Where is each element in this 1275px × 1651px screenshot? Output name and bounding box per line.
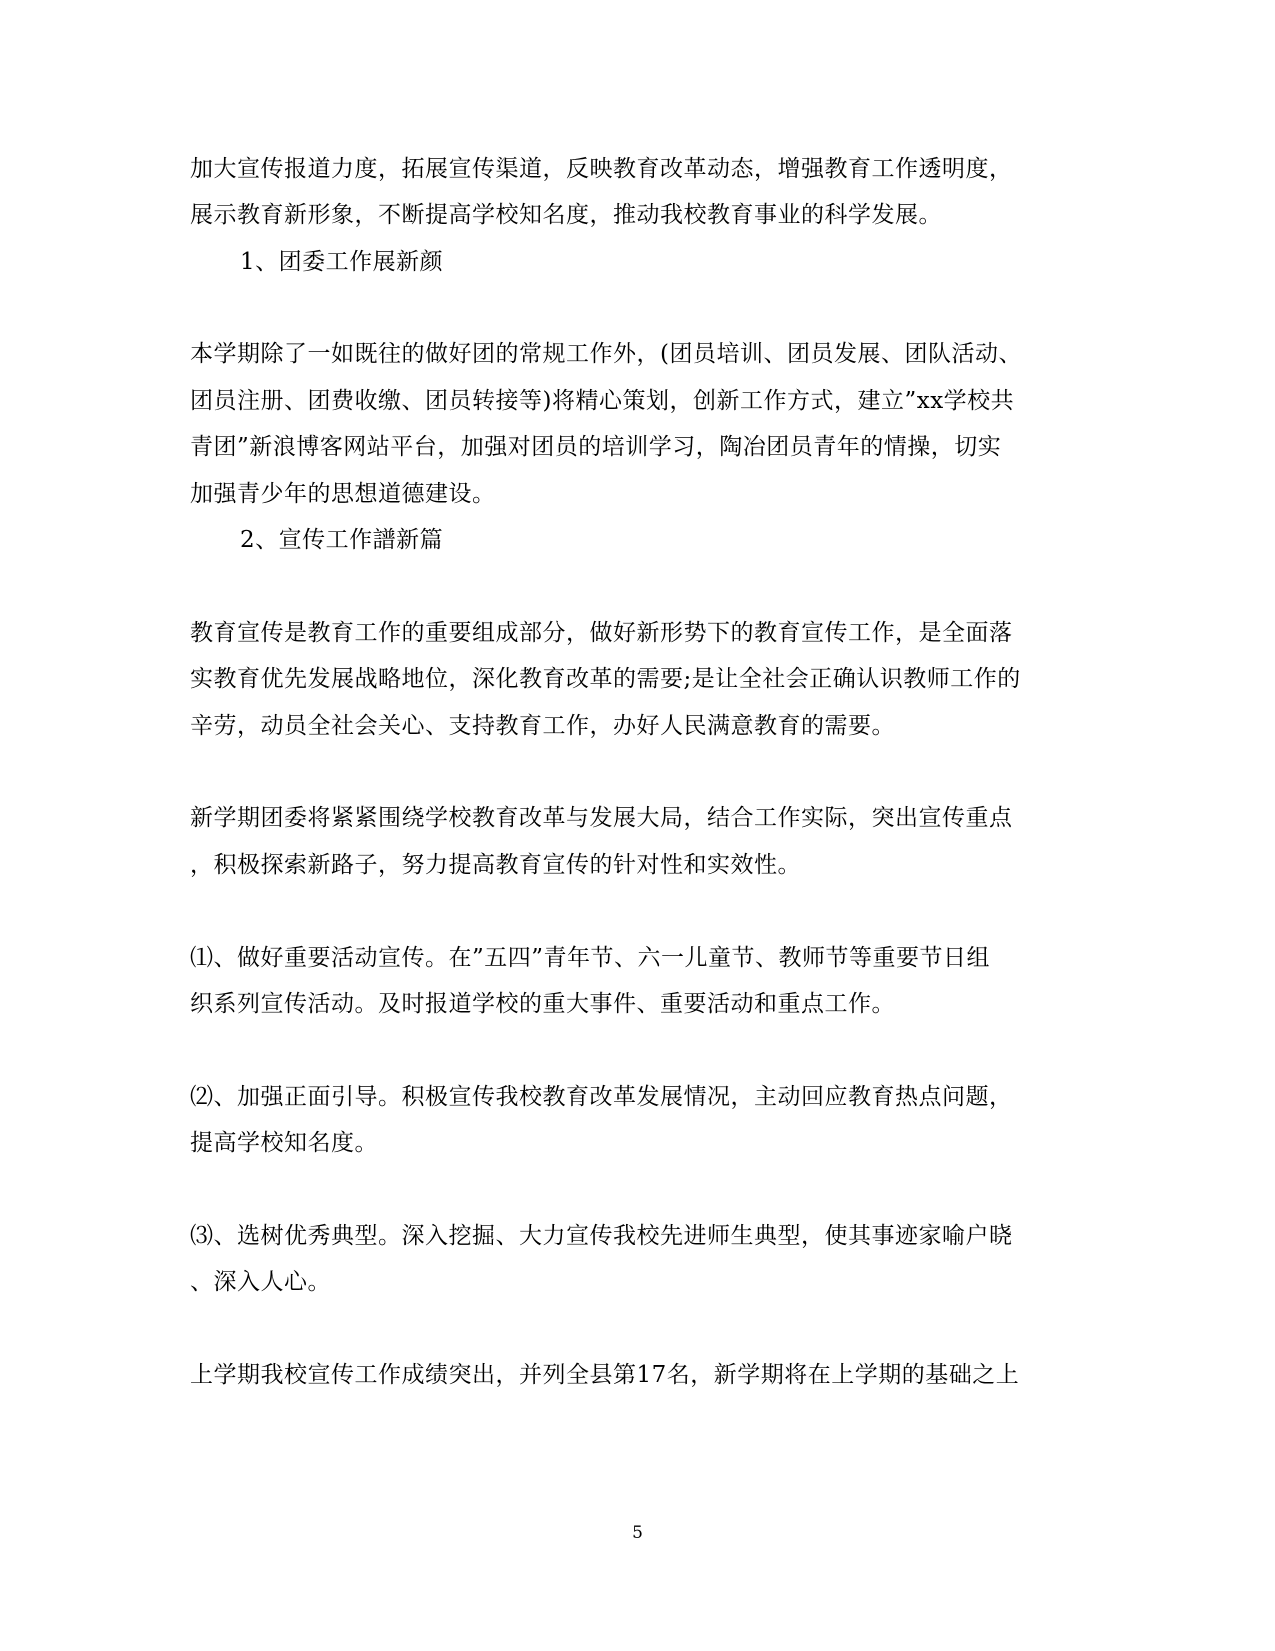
paragraph-line: 加强青少年的思想道德建设。 <box>190 481 496 507</box>
paragraph-line: 织系列宣传活动。及时报道学校的重大事件、重要活动和重点工作。 <box>190 991 895 1017</box>
page-number: 5 <box>632 1523 643 1543</box>
paragraph-line: 教育宣传是教育工作的重要组成部分，做好新形势下的教育宣传工作，是全面落 <box>190 620 1013 646</box>
paragraph-line: ⑶、选树优秀典型。深入挖掘、大力宣传我校先进师生典型，使其事迹家喻户晓 <box>190 1223 1013 1249</box>
section-heading: 1、团委工作展新颜 <box>240 249 444 275</box>
paragraph-line: ⑵、加强正面引导。积极宣传我校教育改革发展情况，主动回应教育热点问题， <box>190 1084 1013 1110</box>
section-heading: 2、宣传工作譜新篇 <box>240 527 444 553</box>
paragraph-line: 实教育优先发展战略地位，深化教育改革的需要;是让全社会正确认识教师工作的 <box>190 666 1021 692</box>
paragraph-line: 辛劳，动员全社会关心、支持教育工作，办好人民满意教育的需要。 <box>190 713 895 739</box>
paragraph-line: 团员注册、团费收缴、团员转接等)将精心策划，创新工作方式，建立”xx学校共 <box>190 388 1015 414</box>
paragraph-line: 新学期团委将紧紧围绕学校教育改革与发展大局，结合工作实际，突出宣传重点 <box>190 805 1013 831</box>
paragraph-line: 本学期除了一如既往的做好团的常规工作外，(团员培训、团员发展、团队活动、 <box>190 341 1022 367</box>
paragraph-line: ⑴、做好重要活动宣传。在”五四”青年节、六一儿童节、教师节等重要节日组 <box>190 945 991 971</box>
paragraph-line: 提高学校知名度。 <box>190 1130 378 1156</box>
paragraph-line: ，积极探索新路子，努力提高教育宣传的针对性和实效性。 <box>190 852 801 878</box>
paragraph-line: 青团”新浪博客网站平台，加强对团员的培训学习，陶冶团员青年的情操，切实 <box>190 434 1002 460</box>
paragraph-line: 、深入人心。 <box>190 1269 331 1295</box>
paragraph-line: 上学期我校宣传工作成绩突出，并列全县第17名，新学期将在上学期的基础之上 <box>190 1362 1020 1388</box>
paragraph-line: 展示教育新形象，不断提高学校知名度，推动我校教育事业的科学发展。 <box>190 202 942 228</box>
paragraph-line: 加大宣传报道力度，拓展宣传渠道，反映教育改革动态，增强教育工作透明度， <box>190 156 1013 182</box>
